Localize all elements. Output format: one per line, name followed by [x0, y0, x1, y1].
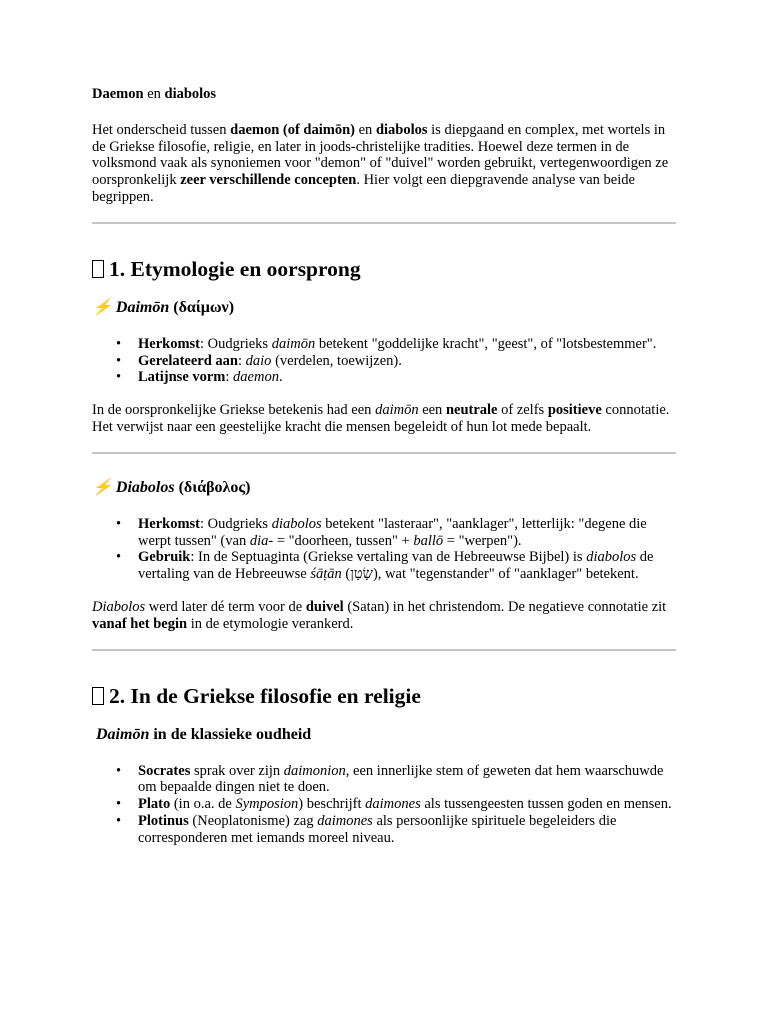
bullet-text: (Neoplatonisme) zag — [188, 812, 318, 829]
paragraph-text: in de etymologie verankerd. — [187, 615, 354, 632]
bullet-text: : Oudgrieks — [200, 515, 272, 532]
section-1-heading-text: 1. Etymologie en oorsprong — [109, 256, 361, 281]
bullet-text: betekent "lasteraar", "aanklager", letterlijk: "degene die werpt tussen" (van — [138, 515, 647, 549]
missing-glyph-box-icon — [92, 687, 104, 705]
bullet-italic: daimōn — [271, 335, 316, 352]
subheading-text: in de klassieke oudheid — [149, 725, 312, 743]
list-item — [116, 335, 676, 353]
daimon-term: Daimōn — [96, 725, 150, 743]
bullet-dot: • — [116, 515, 122, 532]
list-item — [116, 796, 676, 813]
daimon-greek: (δαίμων) — [169, 298, 235, 316]
diabolos-greek: (διάβολος) — [174, 478, 251, 496]
diabolos-subheading — [92, 478, 676, 498]
bullet-italic: daemon — [233, 369, 279, 386]
bullet-dot: • — [116, 549, 122, 566]
bullet-text: = "doorheen, tussen" + — [273, 532, 414, 549]
daimon-paragraph — [92, 402, 676, 436]
daimon-subheading — [92, 298, 676, 318]
bullet-dot: • — [116, 352, 122, 369]
diabolos-bullet-list — [92, 516, 676, 583]
bullet-text: (verdelen, toewijzen). — [271, 352, 402, 369]
paragraph-italic: Diabolos — [92, 598, 146, 615]
bullet-dot: • — [116, 369, 122, 386]
bullet-dot: • — [116, 335, 122, 352]
bullet-text: : In de Septuaginta (Griekse vertaling van de Hebreeuwse Bijbel) is — [190, 549, 587, 566]
bullet-text: betekent "goddelijke kracht", "geest", of "lotsbestemmer". — [315, 335, 657, 352]
title-daemon: Daemon — [92, 86, 144, 102]
bullet-italic: daio — [245, 352, 272, 369]
paragraph-bold: positieve — [547, 402, 602, 419]
bullet-dot: • — [116, 796, 122, 813]
section-divider — [92, 222, 676, 224]
intro-bold: diabolos — [375, 121, 428, 138]
list-item — [116, 352, 676, 370]
bullet-italic: Symposion — [235, 796, 299, 813]
list-item — [116, 549, 676, 583]
paragraph-text: (Satan) in het christendom. De negatieve connotatie zit — [343, 598, 667, 615]
bullet-dot: • — [116, 762, 122, 779]
philosophers-bullet-list — [92, 763, 676, 847]
list-item — [116, 812, 676, 847]
lightning-bolt-icon: ⚡ — [92, 478, 112, 496]
section-2-heading — [92, 683, 676, 709]
lightning-bolt-icon: ⚡ — [92, 298, 112, 316]
paragraph-bold: neutrale — [445, 402, 498, 419]
intro-text: . Hier volgt een diepgravende analyse van beide begrippen. — [92, 172, 635, 205]
missing-glyph-box-icon — [92, 260, 104, 278]
bullet-label: Herkomst — [138, 515, 201, 532]
daimon-term: Daimōn — [115, 298, 170, 316]
paragraph-text: een — [418, 402, 446, 419]
bullet-text: (שָׂטָן), wat "tegenstander" of "aanklager" betekent. — [341, 566, 639, 583]
bullet-label: Gerelateerd aan — [138, 352, 238, 369]
bullet-text: : Oudgrieks — [200, 335, 272, 352]
paragraph-text: of zelfs — [497, 402, 548, 419]
bullet-text: , een innerlijke stem of geweten dat hem waarschuwde om bepaalde dingen niet te doen. — [138, 762, 664, 796]
diabolos-paragraph — [92, 599, 676, 633]
paragraph-bold: vanaf het begin — [92, 615, 188, 632]
daimon-bullet-list — [92, 336, 676, 386]
bullet-text: : — [225, 369, 234, 386]
intro-bold: daemon (of daimōn) — [230, 121, 355, 138]
paragraph-text: connotatie. Het verwijst naar een geestelijke kracht die mensen begeleidt of hun lot mede bepaalt. — [92, 402, 670, 435]
section-divider — [92, 452, 676, 454]
title-connector: en — [143, 86, 165, 102]
diabolos-term: Diabolos — [115, 478, 175, 496]
title-diabolos: diabolos — [164, 86, 217, 102]
section-2-heading-text: 2. In de Griekse filosofie en religie — [109, 683, 421, 708]
bullet-italic: daimones — [317, 812, 373, 829]
list-item — [116, 515, 676, 550]
paragraph-bold: duivel — [305, 598, 344, 615]
document-title — [92, 86, 676, 103]
section-divider — [92, 649, 676, 651]
bullet-text: als tussengeesten tussen goden en mensen. — [420, 796, 672, 813]
bullet-text: (in o.a. de — [170, 796, 236, 813]
section-1-heading — [92, 256, 676, 282]
bullet-text: de vertaling van de Hebreeuwse — [138, 549, 654, 583]
bullet-text: = "werpen"). — [443, 532, 522, 549]
paragraph-italic: daimōn — [375, 402, 419, 419]
bullet-italic: ballō — [413, 532, 444, 549]
intro-text: Het onderscheid tussen — [92, 121, 231, 138]
klassieke-oudheid-subheading — [92, 725, 676, 745]
bullet-italic: dia- — [249, 532, 274, 549]
bullet-text: sprak over zijn — [190, 762, 284, 779]
intro-text: en — [355, 121, 376, 138]
bullet-italic: śāṭān — [310, 566, 342, 583]
bullet-italic: daimonion — [283, 762, 346, 779]
bullet-italic: diabolos — [586, 549, 637, 566]
bullet-label: Herkomst — [138, 335, 201, 352]
paragraph-text: werd later dé term voor de — [145, 598, 306, 615]
intro-text: is diepgaand en complex, met wortels in de Griekse filosofie, religie, en later in joods-christelijke tradities. Hoewel deze termen in de volksmond vaak als synoniemen voor "demon" of "duivel" worden gebruikt, vertegenwoordigen ze oorspronkelijk — [92, 121, 669, 189]
intro-paragraph — [92, 122, 676, 206]
bullet-italic: diabolos — [271, 515, 322, 532]
intro-bold: zeer verschillende concepten — [180, 172, 357, 189]
bullet-label: Plotinus — [138, 812, 189, 829]
bullet-label: Plato — [138, 796, 171, 813]
bullet-italic: daimones — [365, 796, 421, 813]
list-item — [116, 762, 676, 797]
bullet-label: Socrates — [138, 762, 191, 779]
bullet-text: : — [238, 352, 246, 369]
paragraph-text: In de oorspronkelijke Griekse betekenis had een — [92, 402, 376, 419]
bullet-text: . — [278, 369, 283, 386]
bullet-dot: • — [116, 812, 122, 829]
bullet-label: Gebruik — [138, 549, 191, 566]
bullet-label: Latijnse vorm — [138, 369, 226, 386]
bullet-text: als persoonlijke spirituele begeleiders die corresponderen met iemands moreel niveau. — [138, 812, 617, 846]
bullet-text: ) beschrijft — [298, 796, 366, 813]
list-item — [116, 369, 676, 386]
